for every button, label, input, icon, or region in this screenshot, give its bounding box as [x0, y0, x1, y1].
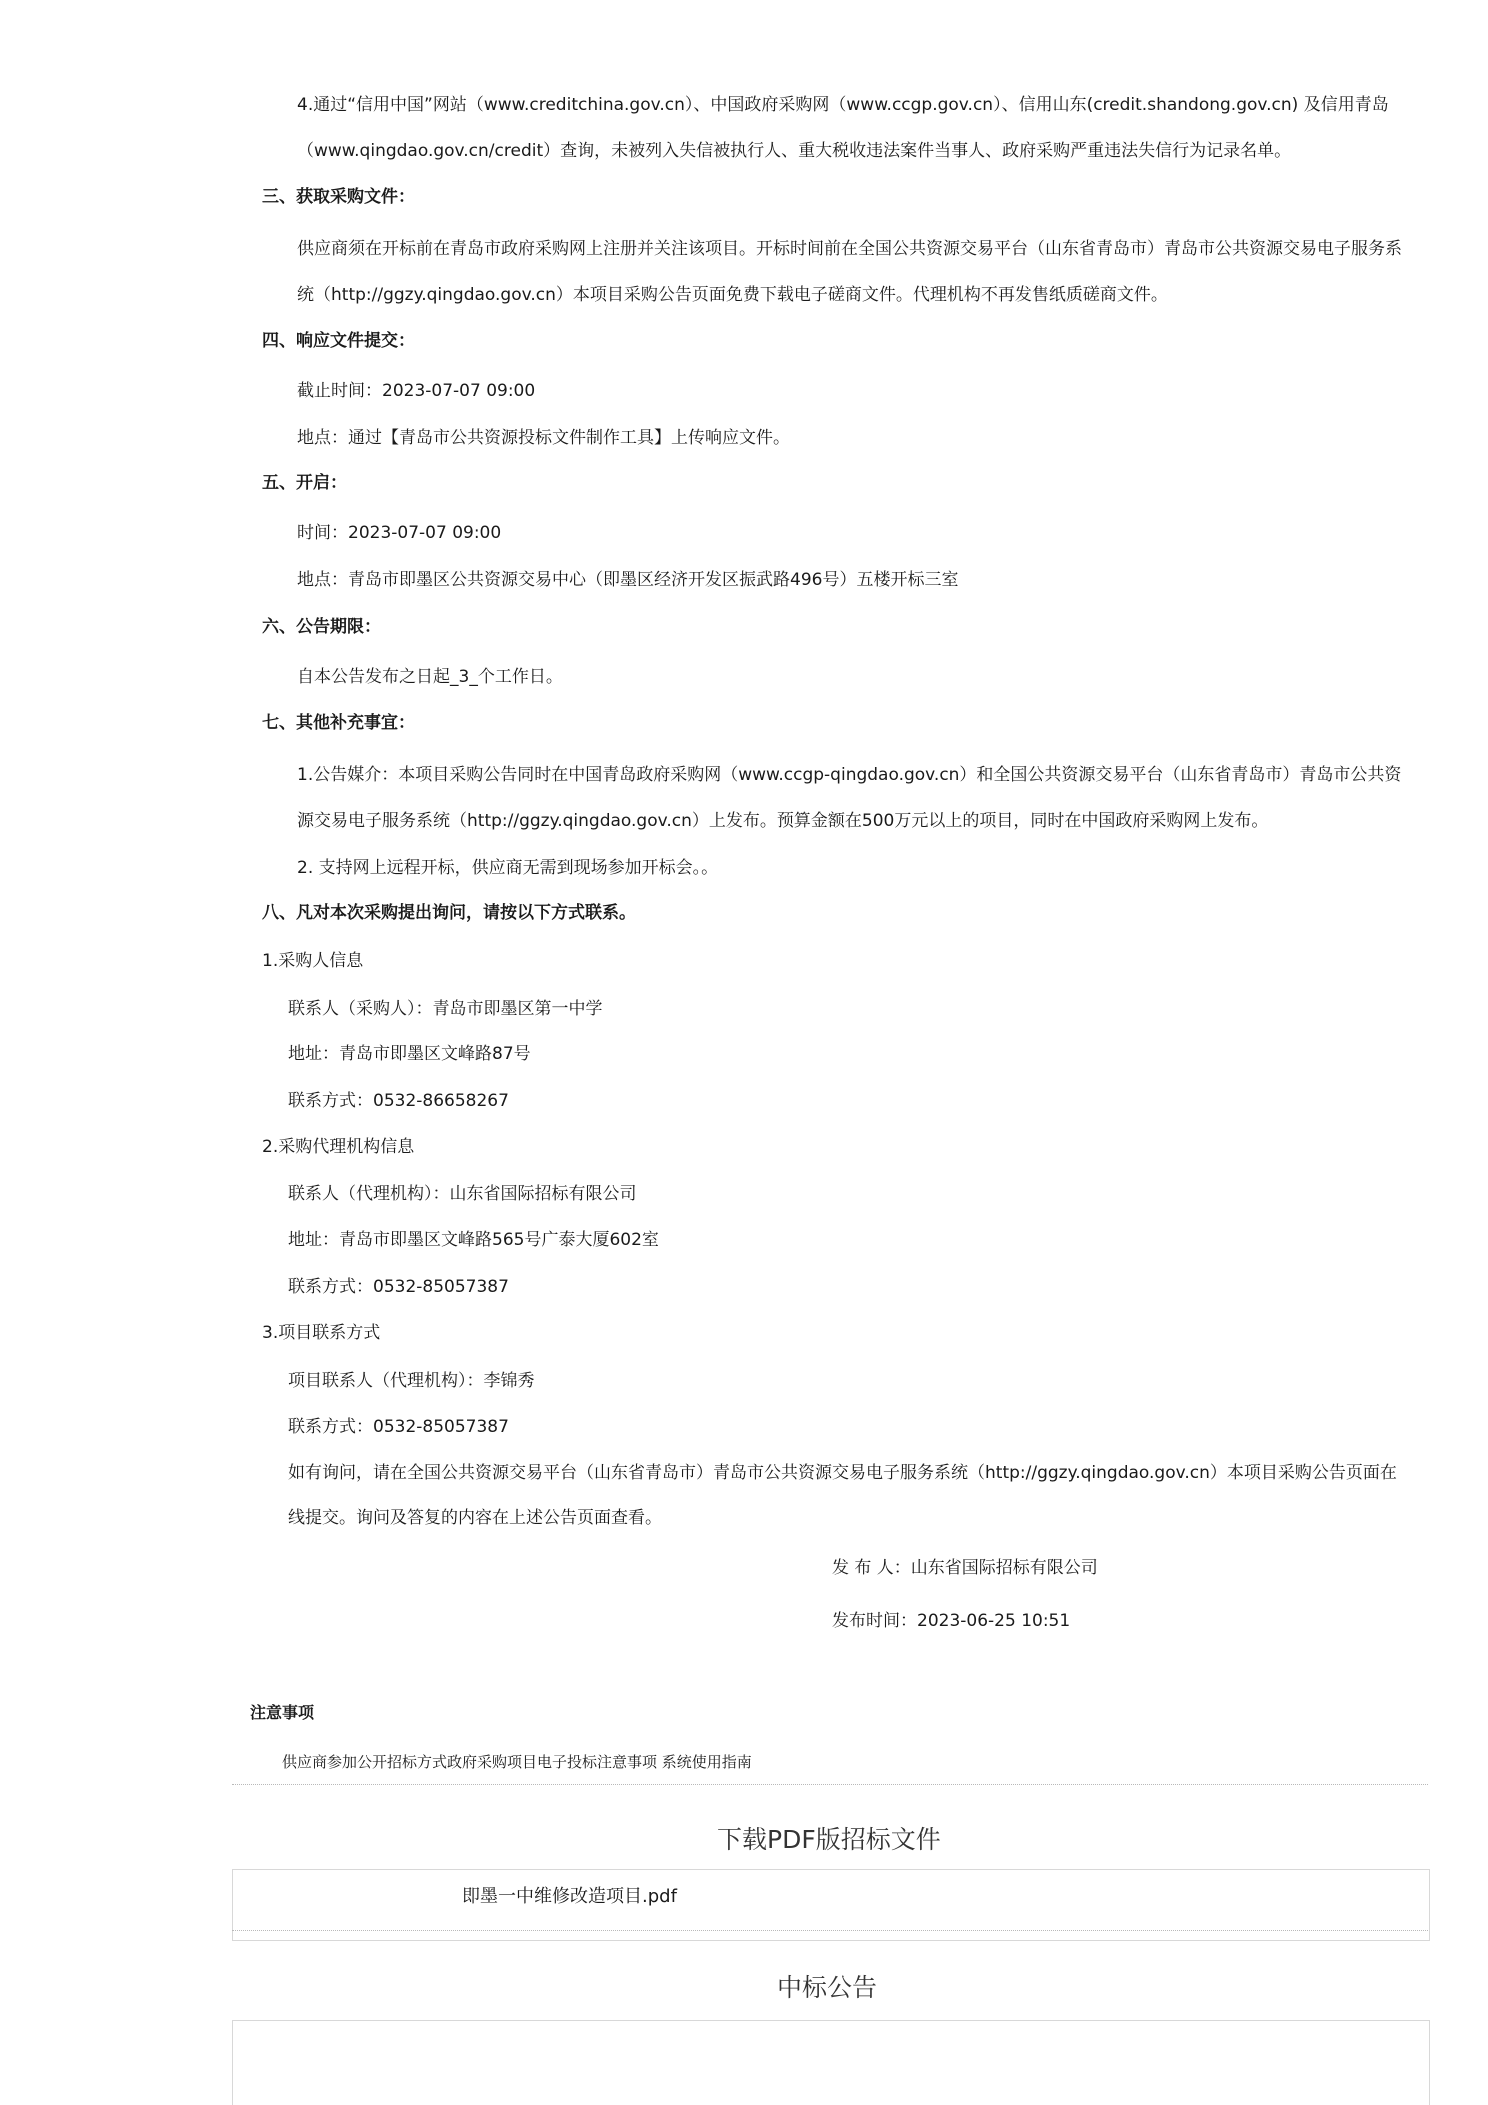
section-8-title: 八、凡对本次采购提出询问，请按以下方式联系。 — [262, 903, 636, 923]
media-line2: 源交易电子服务系统（http://ggzy.qingdao.gov.cn）上发布。预算金额在500万元以上的项目，同时在中国政府采购网上发布。 — [297, 811, 1269, 831]
download-divider — [232, 1930, 1428, 1931]
opening-location: 地点：青岛市即墨区公共资源交易中心（即墨区经济开发区振武路496号）五楼开标三室 — [297, 570, 959, 590]
media-line1: 1.公告媒介：本项目采购公告同时在中国青岛政府采购网（www.ccgp-qingdao.gov.cn）和全国公共资源交易平台（山东省青岛市）青岛市公共资 — [297, 765, 1402, 785]
section-6-title: 六、公告期限： — [262, 617, 381, 637]
purchaser-phone: 联系方式：0532-86658267 — [288, 1091, 509, 1111]
eligibility-item-4-line2: （www.qingdao.gov.cn/credit）查询，未被列入失信被执行人、重大税收违法案件当事人、政府采购严重违法失信行为记录名单。 — [297, 141, 1292, 161]
notice-period: 自本公告发布之日起_3_个工作日。 — [297, 667, 563, 687]
section-7-title: 七、其他补充事宜： — [262, 713, 415, 733]
opening-time: 时间：2023-07-07 09:00 — [297, 523, 502, 543]
divider — [232, 1784, 1428, 1785]
publisher-name: 发 布 人：山东省国际招标有限公司 — [832, 1558, 1098, 1578]
agency-heading: 2.采购代理机构信息 — [262, 1137, 415, 1157]
section-5-title: 五、开启： — [262, 473, 347, 493]
award-box — [232, 2020, 1430, 2105]
project-phone: 联系方式：0532-85057387 — [288, 1417, 509, 1437]
project-contact: 项目联系人（代理机构）：李锦秀 — [288, 1371, 535, 1391]
section-3-line1: 供应商须在开标前在青岛市政府采购网上注册并关注该项目。开标时间前在全国公共资源交易平台（山东省青岛市）青岛市公共资源交易电子服务系 — [297, 239, 1402, 259]
submission-deadline: 截止时间：2023-07-07 09:00 — [297, 381, 536, 401]
notice-title: 注意事项 — [250, 1703, 315, 1722]
project-heading: 3.项目联系方式 — [262, 1323, 381, 1343]
download-section-title: 下载PDF版招标文件 — [717, 1825, 941, 1854]
publish-time: 发布时间：2023-06-25 10:51 — [832, 1611, 1071, 1631]
purchaser-contact: 联系人（采购人）：青岛市即墨区第一中学 — [288, 999, 603, 1019]
agency-contact: 联系人（代理机构）：山东省国际招标有限公司 — [288, 1184, 637, 1204]
purchaser-heading: 1.采购人信息 — [262, 951, 364, 971]
section-3-title: 三、获取采购文件： — [262, 187, 415, 207]
agency-address: 地址：青岛市即墨区文峰路565号广泰大厦602室 — [288, 1230, 659, 1250]
inquiry-line1: 如有询问，请在全国公共资源交易平台（山东省青岛市）青岛市公共资源交易电子服务系统（http://ggzy.qingdao.gov.cn）本项目采购公告页面在 — [288, 1463, 1397, 1483]
pdf-download-link[interactable]: 即墨一中维修改造项目.pdf — [462, 1886, 677, 1907]
notice-links[interactable]: 供应商参加公开招标方式政府采购项目电子投标注意事项 系统使用指南 — [282, 1753, 752, 1771]
inquiry-line2: 线提交。询问及答复的内容在上述公告页面查看。 — [288, 1508, 662, 1528]
submission-location: 地点：通过【青岛市公共资源投标文件制作工具】上传响应文件。 — [297, 428, 790, 448]
section-4-title: 四、响应文件提交： — [262, 331, 415, 351]
agency-phone: 联系方式：0532-85057387 — [288, 1277, 509, 1297]
purchaser-address: 地址：青岛市即墨区文峰路87号 — [288, 1044, 531, 1064]
remote-opening: 2. 支持网上远程开标，供应商无需到现场参加开标会。。 — [297, 858, 719, 878]
eligibility-item-4-line1: 4.通过“信用中国”网站（www.creditchina.gov.cn）、中国政府采购网（www.ccgp.gov.cn）、信用山东(credit.shandong.gov.cn) 及信用青岛 — [297, 95, 1389, 115]
award-section-title: 中标公告 — [777, 1973, 878, 2002]
section-3-line2: 统（http://ggzy.qingdao.gov.cn）本项目采购公告页面免费下载电子磋商文件。代理机构不再发售纸质磋商文件。 — [297, 285, 1168, 305]
